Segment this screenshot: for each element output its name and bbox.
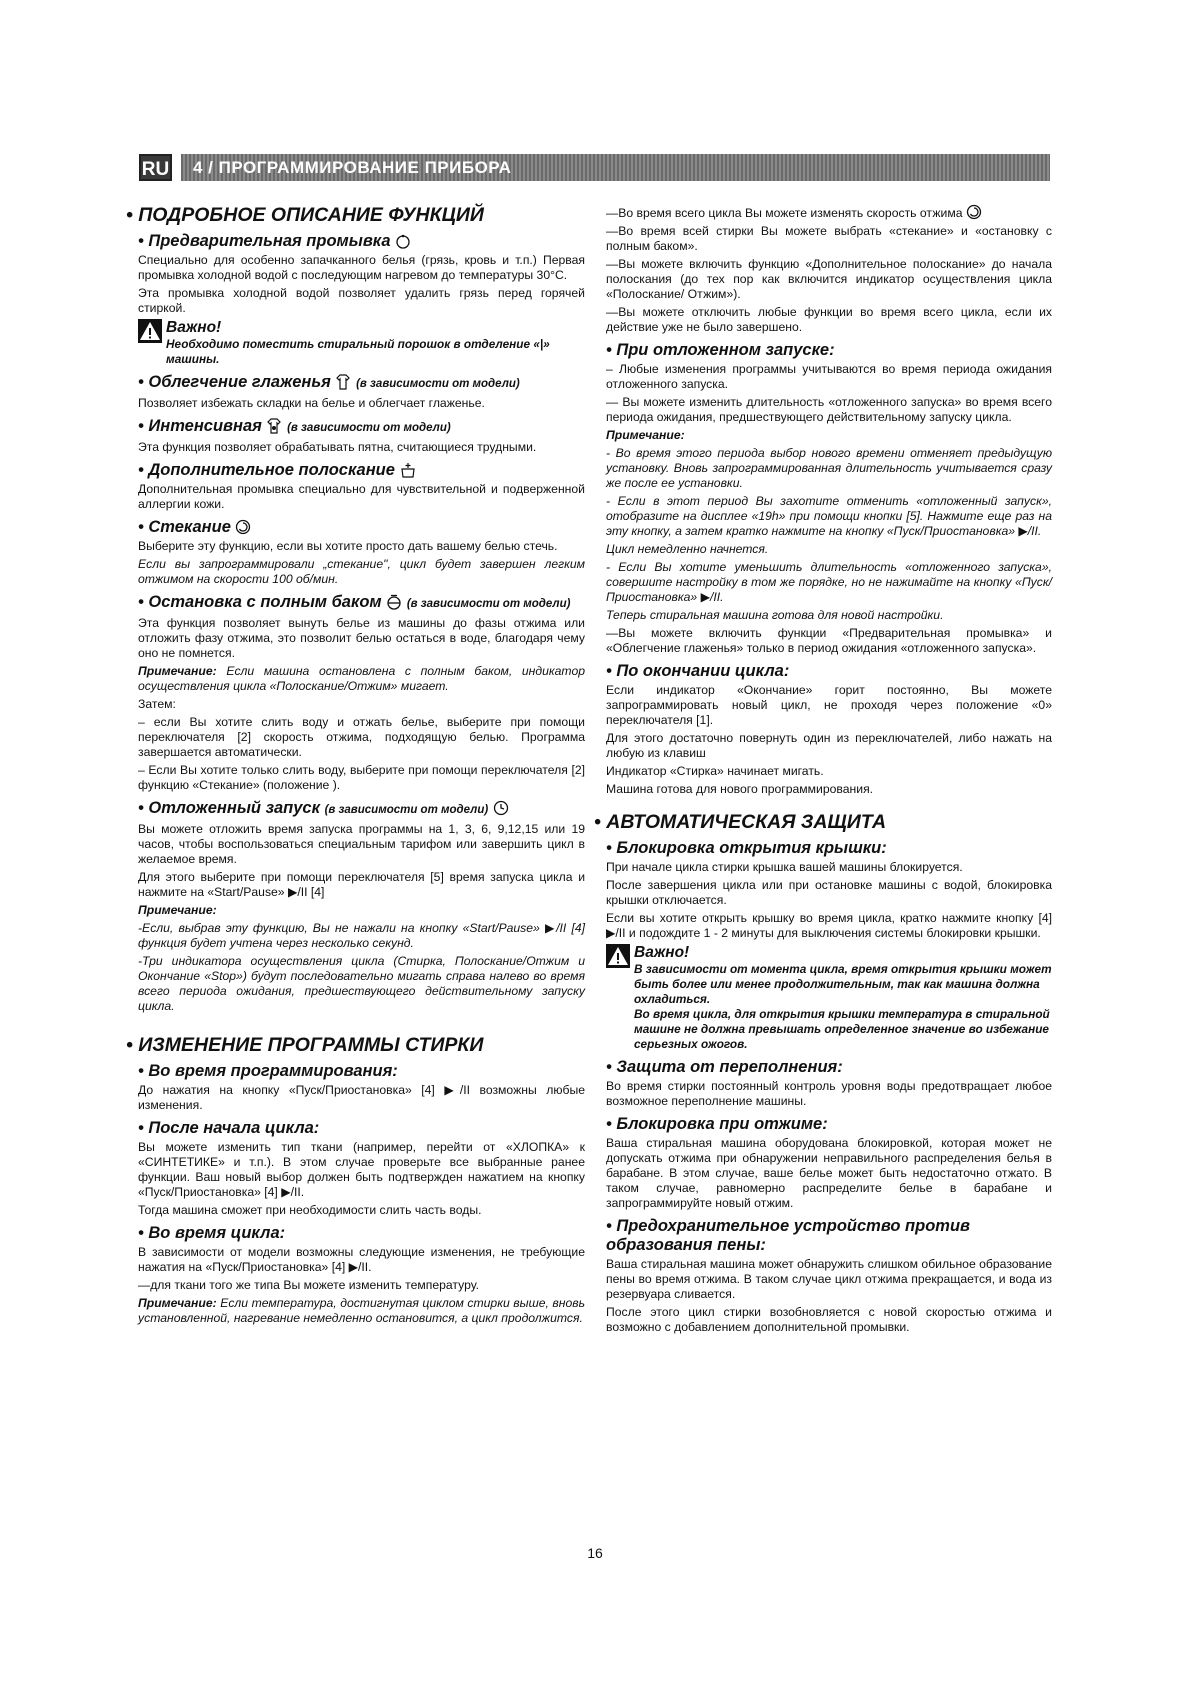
end-of-cycle-text-3: Индикатор «Стирка» начинает мигать. xyxy=(606,764,824,778)
delayed-change-note-label: Примечание: xyxy=(606,428,685,442)
during-cycle-note xyxy=(138,1296,585,1326)
delay-clock-icon xyxy=(493,800,509,816)
warning-title: Важно! xyxy=(634,944,690,961)
change-item-3: —Вы можете включить функцию «Дополнительное полоскание» до начала полоскания (до тех пор как включится индикатор осуществления цикла «Полоскание/ Отжим»). xyxy=(606,257,1052,301)
heading-prewash-text: • Предварительная промывка xyxy=(138,232,391,250)
end-of-cycle-text-4: Машина готова для нового программирования. xyxy=(606,782,874,796)
lid-lock-text-1: При начале цикла стирки крышка вашей машины блокируется. xyxy=(606,860,963,874)
after-start-text-2: Тогда машина сможет при необходимости слить часть воды. xyxy=(138,1203,482,1217)
during-cycle-text-2: —для ткани того же типа Вы можете изменить температуру. xyxy=(138,1278,479,1292)
language-badge: RU xyxy=(139,154,172,181)
shirt-icon xyxy=(335,374,351,390)
change-item-1-text: —Во время всего цикла Вы можете изменять скорость отжима xyxy=(606,206,963,220)
warning-text: Необходимо поместить стиральный порошок в отделение «|» машины. xyxy=(166,337,550,366)
rinse-hold-option-1: – если Вы хотите слить воду и отжать белье, выберите при помощи переключателя [2] скорость отжима, подходящую белью. Программа завершается автоматически. xyxy=(138,715,585,759)
warning-block-1 xyxy=(138,319,585,367)
heading-intensive xyxy=(138,417,585,438)
model-qualifier: (в зависимости от модели) xyxy=(356,378,520,390)
delayed-change-text-1: – Любые изменения программы учитываются во время периода ожидания отложенного запуска. xyxy=(606,362,1052,391)
warning-text-2: Во время цикла, для открытия крышки температура в стиральной машине не должна превышать определенное значение во избежание серьезных ожогов. xyxy=(634,1007,1050,1051)
heading-prewash xyxy=(138,232,585,251)
delayed-change-note-1: - Во время этого периода выбор нового времени отменяет предыдущую установку. Вновь запрограммированная длительность учитывается сразу же после ее установки. xyxy=(606,446,1052,490)
delayed-change-text-3: —Вы можете включить функции «Предварительная промывка» и «Облегчение глаженья» только в период ожидания «отложенного запуска». xyxy=(606,626,1052,655)
heading-extra-rinse xyxy=(138,461,585,480)
prewash-text-1: Специально для особенно запачканного белья (грязь, кровь и т.п.) Первая промывка холодной водой с последующим нагревом до температуры 30°С. xyxy=(138,253,585,282)
extra-rinse-icon xyxy=(400,462,416,478)
rinse-hold-then: Затем: xyxy=(138,697,176,711)
change-item-1 xyxy=(606,204,1052,221)
heading-lid-lock: • Блокировка открытия крышки: xyxy=(606,839,887,857)
heading-spin-lock: • Блокировка при отжиме: xyxy=(606,1115,828,1133)
warning-icon xyxy=(606,944,630,968)
easy-iron-text: Позволяет избежать складки на белье и облегчает глаженье. xyxy=(138,396,485,410)
during-cycle-note-text: Если температура, достигнутая циклом стирки выше, вновь установленной, нагревание немедленно остановится, а цикл продолжится. xyxy=(138,1296,585,1325)
delayed-note-label: Примечание: xyxy=(138,903,217,917)
drain-icon xyxy=(235,519,251,535)
delayed-change-text-2: — Вы можете изменить длительность «отложенного запуска» во время всего периода ожидания, предшествующего действительному запуску цикла. xyxy=(606,395,1052,424)
drain-icon xyxy=(966,204,982,220)
intensive-icon xyxy=(266,418,282,434)
note-label: Примечание: xyxy=(138,1296,217,1310)
warning-icon xyxy=(138,319,162,343)
heading-delayed-start-text: • Отложенный запуск xyxy=(138,799,320,817)
during-programming-text: До нажатия на кнопку «Пуск/Приостановка» [4] ▶/II возможны любые изменения. xyxy=(138,1083,585,1112)
heading-intensive-text: • Интенсивная xyxy=(138,417,262,435)
rinse-hold-text: Эта функция позволяет вынуть белье из машины до фазы отжима или отложить фазу отжима, это позволит белью остаться в воде, благодаря чему оно не помнется. xyxy=(138,616,585,660)
end-of-cycle-text-2: Для этого достаточно повернуть один из переключателей, либо нажать на любую из клавиш xyxy=(606,731,1052,760)
delayed-change-note-3: Цикл немедленно начнется. xyxy=(606,542,769,556)
heading-rinse-hold-text: • Остановка с полным баком xyxy=(138,593,382,611)
rinse-hold-note-text: Если машина остановлена с полным баком, индикатор осуществления цикла «Полоскание/Отжим» мигает. xyxy=(138,664,585,693)
after-start-text-1: Вы можете изменить тип ткани (например, перейти от «ХЛОПКА» к «СИНТЕТИКЕ» и т.п.). В этом случае проверьте все выбранные ранее функции. Ваш новый выбор должен быть подтвержден нажатием на кнопку «Пуск/Приостановка» [4] ▶/II. xyxy=(138,1140,585,1199)
lid-lock-text-3: Если вы хотите открыть крышку во время цикла, кратко нажмите кнопку [4] ▶/II и подождите 1 - 2 минуты для выключения системы блокировки крышки. xyxy=(606,911,1052,940)
drain-text-2: Если вы запрограммировали „стекание", цикл будет завершен легким отжимом на скорости 100 об/мин. xyxy=(138,557,585,586)
left-column xyxy=(126,204,585,1329)
heading-during-cycle: • Во время цикла: xyxy=(138,1224,286,1242)
heading-after-start: • После начала цикла: xyxy=(138,1119,320,1137)
rinse-hold-icon xyxy=(386,594,402,610)
foam-text-1: Ваша стиральная машина может обнаружить слишком обильное образование пены во время отжима. В таком случае цикл отжима прекращается, и вода из резервуара сливается. xyxy=(606,1257,1052,1301)
heading-change-program: • ИЗМЕНЕНИЕ ПРОГРАММЫ СТИРКИ xyxy=(126,1034,484,1056)
model-qualifier: (в зависимости от модели) xyxy=(406,598,571,610)
drain-text-1: Выберите эту функцию, если вы хотите просто дать вашему белью стечь. xyxy=(138,539,558,553)
heading-drain xyxy=(138,518,585,537)
heading-drain-text: • Стекание xyxy=(138,518,231,536)
change-item-2: —Во время всей стирки Вы можете выбрать «стекание» и «остановку с полным баком». xyxy=(606,224,1052,253)
heading-rinse-hold xyxy=(138,593,585,614)
heading-end-of-cycle: • По окончании цикла: xyxy=(606,662,790,680)
delayed-start-text-1: Вы можете отложить время запуска программы на 1, 3, 6, 9,12,15 или 19 часов, чтобы воспользоваться специальным тарифом или завершить цикл в желаемое время. xyxy=(138,822,585,866)
change-item-4: —Вы можете отключить любые функции во время всего цикла, если их действие уже не было завершено. xyxy=(606,305,1052,334)
extra-rinse-text: Дополнительная промывка специально для чувствительной и подверженной аллергии кожи. xyxy=(138,482,585,511)
delayed-change-note-4: - Если Вы хотите уменьшить длительность «отложенного запуска», совершите настройку в том же порядке, но не нажимайте на кнопку «Пуск/Приостановка» ▶/II. xyxy=(606,560,1052,604)
heading-functions: • ПОДРОБНОЕ ОПИСАНИЕ ФУНКЦИЙ xyxy=(126,204,484,226)
intensive-text: Эта функция позволяет обрабатывать пятна, считающиеся трудными. xyxy=(138,440,537,454)
heading-during-programming: • Во время программирования: xyxy=(138,1062,398,1080)
heading-delayed-change: • При отложенном запуске: xyxy=(606,341,835,359)
section-title-band: 4 / ПРОГРАММИРОВАНИЕ ПРИБОРА xyxy=(181,154,1050,181)
spin-lock-text: Ваша стиральная машина оборудована блокировкой, которая может не допускать отжима при обнаружении неправильного распределения белья в барабане. В этом случае, ваше белье может быть недостаточно отжато. В таком случае, равномерно распределите белье в барабане и запрограммируйте новый отжим. xyxy=(606,1136,1052,1210)
prewash-text-2: Эта промывка холодной водой позволяет удалить грязь перед горячей стиркой. xyxy=(138,286,585,315)
rinse-hold-option-2: – Если Вы хотите только слить воду, выберите при помощи переключателя [2] функцию «Стекание» (положение ). xyxy=(138,763,585,792)
delayed-change-note-5: Теперь стиральная машина готова для новой настройки. xyxy=(606,608,944,622)
heading-easy-iron xyxy=(138,373,585,394)
delayed-note-1: -Если, выбрав эту функцию, Вы не нажали на кнопку «Start/Pause» ▶/II [4] функция будет учтена через несколько секунд. xyxy=(138,921,585,950)
overflow-text: Во время стирки постоянный контроль уровня воды предотвращает любое возможное переполнение машины. xyxy=(606,1079,1052,1108)
page-number: 16 xyxy=(587,1545,603,1561)
heading-easy-iron-text: • Облегчение глаженья xyxy=(138,373,331,391)
foam-text-2: После этого цикл стирки возобновляется с новой скоростью отжима и возможно с добавлением дополнительной промывки. xyxy=(606,1305,1052,1334)
warning-title: Важно! xyxy=(166,319,222,336)
model-qualifier: (в зависимости от модели) xyxy=(287,422,451,434)
model-qualifier: (в зависимости от модели) xyxy=(324,804,489,816)
right-column xyxy=(594,204,1052,1338)
rinse-hold-note xyxy=(138,664,585,694)
heading-extra-rinse-text: • Дополнительное полоскание xyxy=(138,461,395,479)
delayed-change-note-2: - Если в этот период Вы захотите отменить «отложенный запуск», отобразите на дисплее «19h» при помощи кнопки [5]. Нажмите еще раз на эту кнопку, а затем кратко нажмите на кнопку «Пуск/Приостановка» ▶/II. xyxy=(606,494,1052,538)
warning-block-2 xyxy=(606,944,1052,1052)
end-of-cycle-text-1: Если индикатор «Окончание» горит постоянно, Вы можете запрограммировать новый цикл, не проходя через положение «0» переключателя [1]. xyxy=(606,683,1052,727)
prewash-icon xyxy=(395,233,411,249)
heading-auto-protection: • АВТОМАТИЧЕСКАЯ ЗАЩИТА xyxy=(594,811,887,833)
note-label: Примечание: xyxy=(138,664,217,678)
heading-delayed-start xyxy=(138,799,585,820)
warning-text-1: В зависимости от момента цикла, время открытия крышки может быть более или менее продолжительным, так как машина должна охладиться. xyxy=(634,962,1052,1006)
delayed-start-text-2: Для этого выберите при помощи переключателя [5] время запуска цикла и нажмите на «Start/Pause» ▶/II [4] xyxy=(138,870,585,899)
lid-lock-text-2: После завершения цикла или при остановке машины с водой, блокировка крышки отключается. xyxy=(606,878,1052,907)
during-cycle-text-1: В зависимости от модели возможны следующие изменения, не требующие нажатия на «Пуск/Приостановка» [4] ▶/II. xyxy=(138,1245,585,1274)
heading-foam: • Предохранительное устройство против образования пены: xyxy=(606,1217,971,1254)
page-header xyxy=(139,154,1050,181)
delayed-note-2: -Три индикатора осуществления цикла (Стирка, Полоскание/Отжим и Окончание «Stop») будут последовательно мигать справа налево во время всего периода ожидания, предшествующего действительному запуску цикла. xyxy=(138,954,585,1013)
heading-overflow: • Защита от переполнения: xyxy=(606,1058,843,1076)
